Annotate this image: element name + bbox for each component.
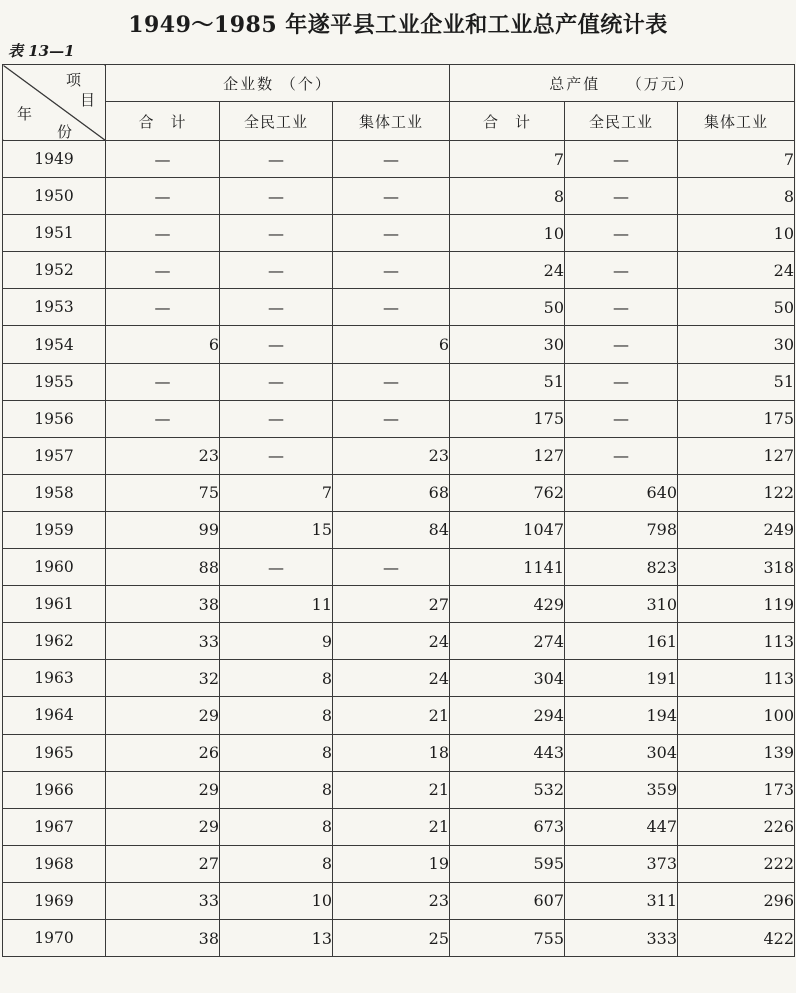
enterprise-collective-cell: 24 [333, 623, 450, 660]
enterprise-total-cell: — [106, 141, 220, 178]
enterprise-total-cell: 75 [106, 474, 220, 511]
output-collective-cell: 222 [678, 845, 795, 882]
table-number: 表 13—1 [8, 42, 75, 60]
statistics-table [2, 64, 795, 957]
corner-header-cell [3, 65, 106, 141]
enterprise-collective-cell: — [333, 289, 450, 326]
output-collective-header: 集体工业 [678, 102, 795, 141]
year-cell: 1950 [3, 178, 106, 215]
year-cell: 1968 [3, 845, 106, 882]
output-collective-cell: 127 [678, 437, 795, 474]
output-collective-cell: 139 [678, 734, 795, 771]
output-collective-cell: 175 [678, 400, 795, 437]
enterprise-collective-cell: — [333, 215, 450, 252]
enterprise-total-cell: — [106, 252, 220, 289]
year-cell: 1962 [3, 623, 106, 660]
output-state-cell: 161 [565, 623, 678, 660]
year-cell: 1957 [3, 437, 106, 474]
output-state-cell: — [565, 363, 678, 400]
corner-fen-label: 份 [57, 123, 73, 141]
enterprise-state-cell: 7 [220, 474, 333, 511]
table-body [3, 141, 795, 957]
enterprise-total-cell: 32 [106, 660, 220, 697]
enterprise-total-cell: — [106, 400, 220, 437]
enterprise-total-cell: — [106, 289, 220, 326]
output-total-cell: 429 [450, 586, 565, 623]
enterprise-total-cell: — [106, 178, 220, 215]
enterprise-total-cell: 33 [106, 882, 220, 919]
table-row [3, 363, 795, 400]
enterprise-state-cell: 11 [220, 586, 333, 623]
output-state-cell: — [565, 437, 678, 474]
enterprise-collective-cell: — [333, 549, 450, 586]
output-total-cell: 24 [450, 252, 565, 289]
enterprise-total-cell: 29 [106, 697, 220, 734]
output-total-cell: 595 [450, 845, 565, 882]
table-row [3, 437, 795, 474]
output-state-cell: — [565, 141, 678, 178]
table-row [3, 511, 795, 548]
output-state-header: 全民工业 [565, 102, 678, 141]
enterprise-total-cell: 33 [106, 623, 220, 660]
enterprise-count-header: 企业数 （个） [106, 65, 450, 102]
enterprise-state-cell: — [220, 215, 333, 252]
year-cell: 1960 [3, 549, 106, 586]
output-state-cell: — [565, 215, 678, 252]
corner-mu-label: 目 [79, 91, 95, 109]
enterprise-total-cell: 38 [106, 919, 220, 956]
year-cell: 1955 [3, 363, 106, 400]
table-row [3, 882, 795, 919]
enterprise-state-cell: 15 [220, 511, 333, 548]
output-total-cell: 30 [450, 326, 565, 363]
output-state-cell: 304 [565, 734, 678, 771]
enterprise-state-cell: 8 [220, 734, 333, 771]
enterprise-total-cell: 38 [106, 586, 220, 623]
output-total-cell: 755 [450, 919, 565, 956]
table-row [3, 252, 795, 289]
enterprise-state-header: 全民工业 [220, 102, 333, 141]
output-total-header: 合 计 [450, 102, 565, 141]
year-cell: 1965 [3, 734, 106, 771]
output-total-cell: 443 [450, 734, 565, 771]
output-collective-cell: 249 [678, 511, 795, 548]
output-state-cell: — [565, 178, 678, 215]
enterprise-total-header: 合 计 [106, 102, 220, 141]
output-state-cell: 373 [565, 845, 678, 882]
output-state-cell: 823 [565, 549, 678, 586]
table-row [3, 919, 795, 956]
enterprise-total-cell: 99 [106, 511, 220, 548]
enterprise-collective-cell: 23 [333, 882, 450, 919]
enterprise-total-cell: 88 [106, 549, 220, 586]
enterprise-state-cell: 8 [220, 771, 333, 808]
enterprise-collective-cell: — [333, 141, 450, 178]
output-state-cell: 310 [565, 586, 678, 623]
table-row [3, 400, 795, 437]
enterprise-collective-cell: — [333, 363, 450, 400]
table-row [3, 771, 795, 808]
output-total-cell: 673 [450, 808, 565, 845]
enterprise-state-cell: 9 [220, 623, 333, 660]
enterprise-total-cell: 26 [106, 734, 220, 771]
enterprise-total-cell: 27 [106, 845, 220, 882]
enterprise-collective-cell: 18 [333, 734, 450, 771]
table-row [3, 808, 795, 845]
enterprise-state-cell: — [220, 141, 333, 178]
output-total-cell: 127 [450, 437, 565, 474]
enterprise-collective-cell: 84 [333, 511, 450, 548]
year-cell: 1949 [3, 141, 106, 178]
enterprise-state-cell: 8 [220, 697, 333, 734]
output-total-cell: 8 [450, 178, 565, 215]
output-collective-cell: 10 [678, 215, 795, 252]
enterprise-state-cell: — [220, 549, 333, 586]
output-state-cell: 194 [565, 697, 678, 734]
table-row [3, 326, 795, 363]
enterprise-total-cell: 23 [106, 437, 220, 474]
output-collective-cell: 24 [678, 252, 795, 289]
output-total-cell: 7 [450, 141, 565, 178]
year-cell: 1964 [3, 697, 106, 734]
output-collective-cell: 100 [678, 697, 795, 734]
output-collective-cell: 122 [678, 474, 795, 511]
year-cell: 1952 [3, 252, 106, 289]
output-total-cell: 51 [450, 363, 565, 400]
enterprise-collective-cell: 23 [333, 437, 450, 474]
output-state-cell: 447 [565, 808, 678, 845]
enterprise-state-cell: — [220, 252, 333, 289]
enterprise-state-cell: — [220, 437, 333, 474]
output-collective-cell: 318 [678, 549, 795, 586]
enterprise-state-cell: 10 [220, 882, 333, 919]
year-cell: 1956 [3, 400, 106, 437]
table-row [3, 549, 795, 586]
gross-output-header: 总产值 （万元） [450, 65, 795, 102]
enterprise-collective-header: 集体工业 [333, 102, 450, 141]
output-state-cell: 640 [565, 474, 678, 511]
output-state-cell: 359 [565, 771, 678, 808]
output-total-cell: 304 [450, 660, 565, 697]
corner-year-label: 年 [17, 105, 33, 123]
page-title: 1949～1985 年遂平县工业企业和工业总产值统计表 [128, 12, 668, 38]
output-state-cell: — [565, 289, 678, 326]
year-cell: 1951 [3, 215, 106, 252]
output-state-cell: 311 [565, 882, 678, 919]
output-state-cell: 333 [565, 919, 678, 956]
enterprise-total-cell: — [106, 363, 220, 400]
group-header-row [3, 65, 795, 102]
output-state-cell: 798 [565, 511, 678, 548]
enterprise-collective-cell: 24 [333, 660, 450, 697]
output-state-cell: — [565, 326, 678, 363]
table-row [3, 660, 795, 697]
output-collective-cell: 30 [678, 326, 795, 363]
corner-item-label: 项 [65, 71, 81, 89]
enterprise-collective-cell: 27 [333, 586, 450, 623]
output-collective-cell: 113 [678, 623, 795, 660]
year-cell: 1967 [3, 808, 106, 845]
year-cell: 1969 [3, 882, 106, 919]
enterprise-collective-cell: 25 [333, 919, 450, 956]
table-row [3, 141, 795, 178]
enterprise-state-cell: — [220, 289, 333, 326]
enterprise-collective-cell: 21 [333, 808, 450, 845]
enterprise-collective-cell: — [333, 252, 450, 289]
table-row [3, 697, 795, 734]
table-row [3, 586, 795, 623]
output-collective-cell: 226 [678, 808, 795, 845]
enterprise-collective-cell: 6 [333, 326, 450, 363]
output-state-cell: — [565, 400, 678, 437]
enterprise-total-cell: 6 [106, 326, 220, 363]
output-total-cell: 175 [450, 400, 565, 437]
output-collective-cell: 7 [678, 141, 795, 178]
enterprise-collective-cell: 21 [333, 697, 450, 734]
table-row [3, 474, 795, 511]
output-total-cell: 532 [450, 771, 565, 808]
table-row [3, 734, 795, 771]
enterprise-state-cell: 13 [220, 919, 333, 956]
output-collective-cell: 296 [678, 882, 795, 919]
output-total-cell: 1047 [450, 511, 565, 548]
enterprise-state-cell: 8 [220, 808, 333, 845]
output-state-cell: — [565, 252, 678, 289]
table-row [3, 178, 795, 215]
enterprise-state-cell: — [220, 400, 333, 437]
output-collective-cell: 173 [678, 771, 795, 808]
enterprise-state-cell: 8 [220, 660, 333, 697]
enterprise-state-cell: — [220, 326, 333, 363]
output-collective-cell: 119 [678, 586, 795, 623]
enterprise-state-cell: 8 [220, 845, 333, 882]
enterprise-total-cell: — [106, 215, 220, 252]
output-total-cell: 1141 [450, 549, 565, 586]
output-collective-cell: 113 [678, 660, 795, 697]
output-collective-cell: 8 [678, 178, 795, 215]
enterprise-collective-cell: — [333, 400, 450, 437]
year-cell: 1970 [3, 919, 106, 956]
year-cell: 1961 [3, 586, 106, 623]
output-total-cell: 50 [450, 289, 565, 326]
output-total-cell: 294 [450, 697, 565, 734]
year-cell: 1959 [3, 511, 106, 548]
output-total-cell: 10 [450, 215, 565, 252]
output-collective-cell: 422 [678, 919, 795, 956]
enterprise-total-cell: 29 [106, 808, 220, 845]
output-total-cell: 762 [450, 474, 565, 511]
year-cell: 1953 [3, 289, 106, 326]
output-total-cell: 274 [450, 623, 565, 660]
output-collective-cell: 51 [678, 363, 795, 400]
enterprise-state-cell: — [220, 363, 333, 400]
table-row [3, 215, 795, 252]
table-row [3, 623, 795, 660]
year-cell: 1966 [3, 771, 106, 808]
enterprise-state-cell: — [220, 178, 333, 215]
year-cell: 1958 [3, 474, 106, 511]
enterprise-collective-cell: — [333, 178, 450, 215]
enterprise-collective-cell: 21 [333, 771, 450, 808]
enterprise-total-cell: 29 [106, 771, 220, 808]
table-row [3, 845, 795, 882]
output-total-cell: 607 [450, 882, 565, 919]
year-cell: 1954 [3, 326, 106, 363]
enterprise-collective-cell: 68 [333, 474, 450, 511]
year-cell: 1963 [3, 660, 106, 697]
table-row [3, 289, 795, 326]
enterprise-collective-cell: 19 [333, 845, 450, 882]
output-state-cell: 191 [565, 660, 678, 697]
sub-header-row [3, 102, 795, 141]
output-collective-cell: 50 [678, 289, 795, 326]
